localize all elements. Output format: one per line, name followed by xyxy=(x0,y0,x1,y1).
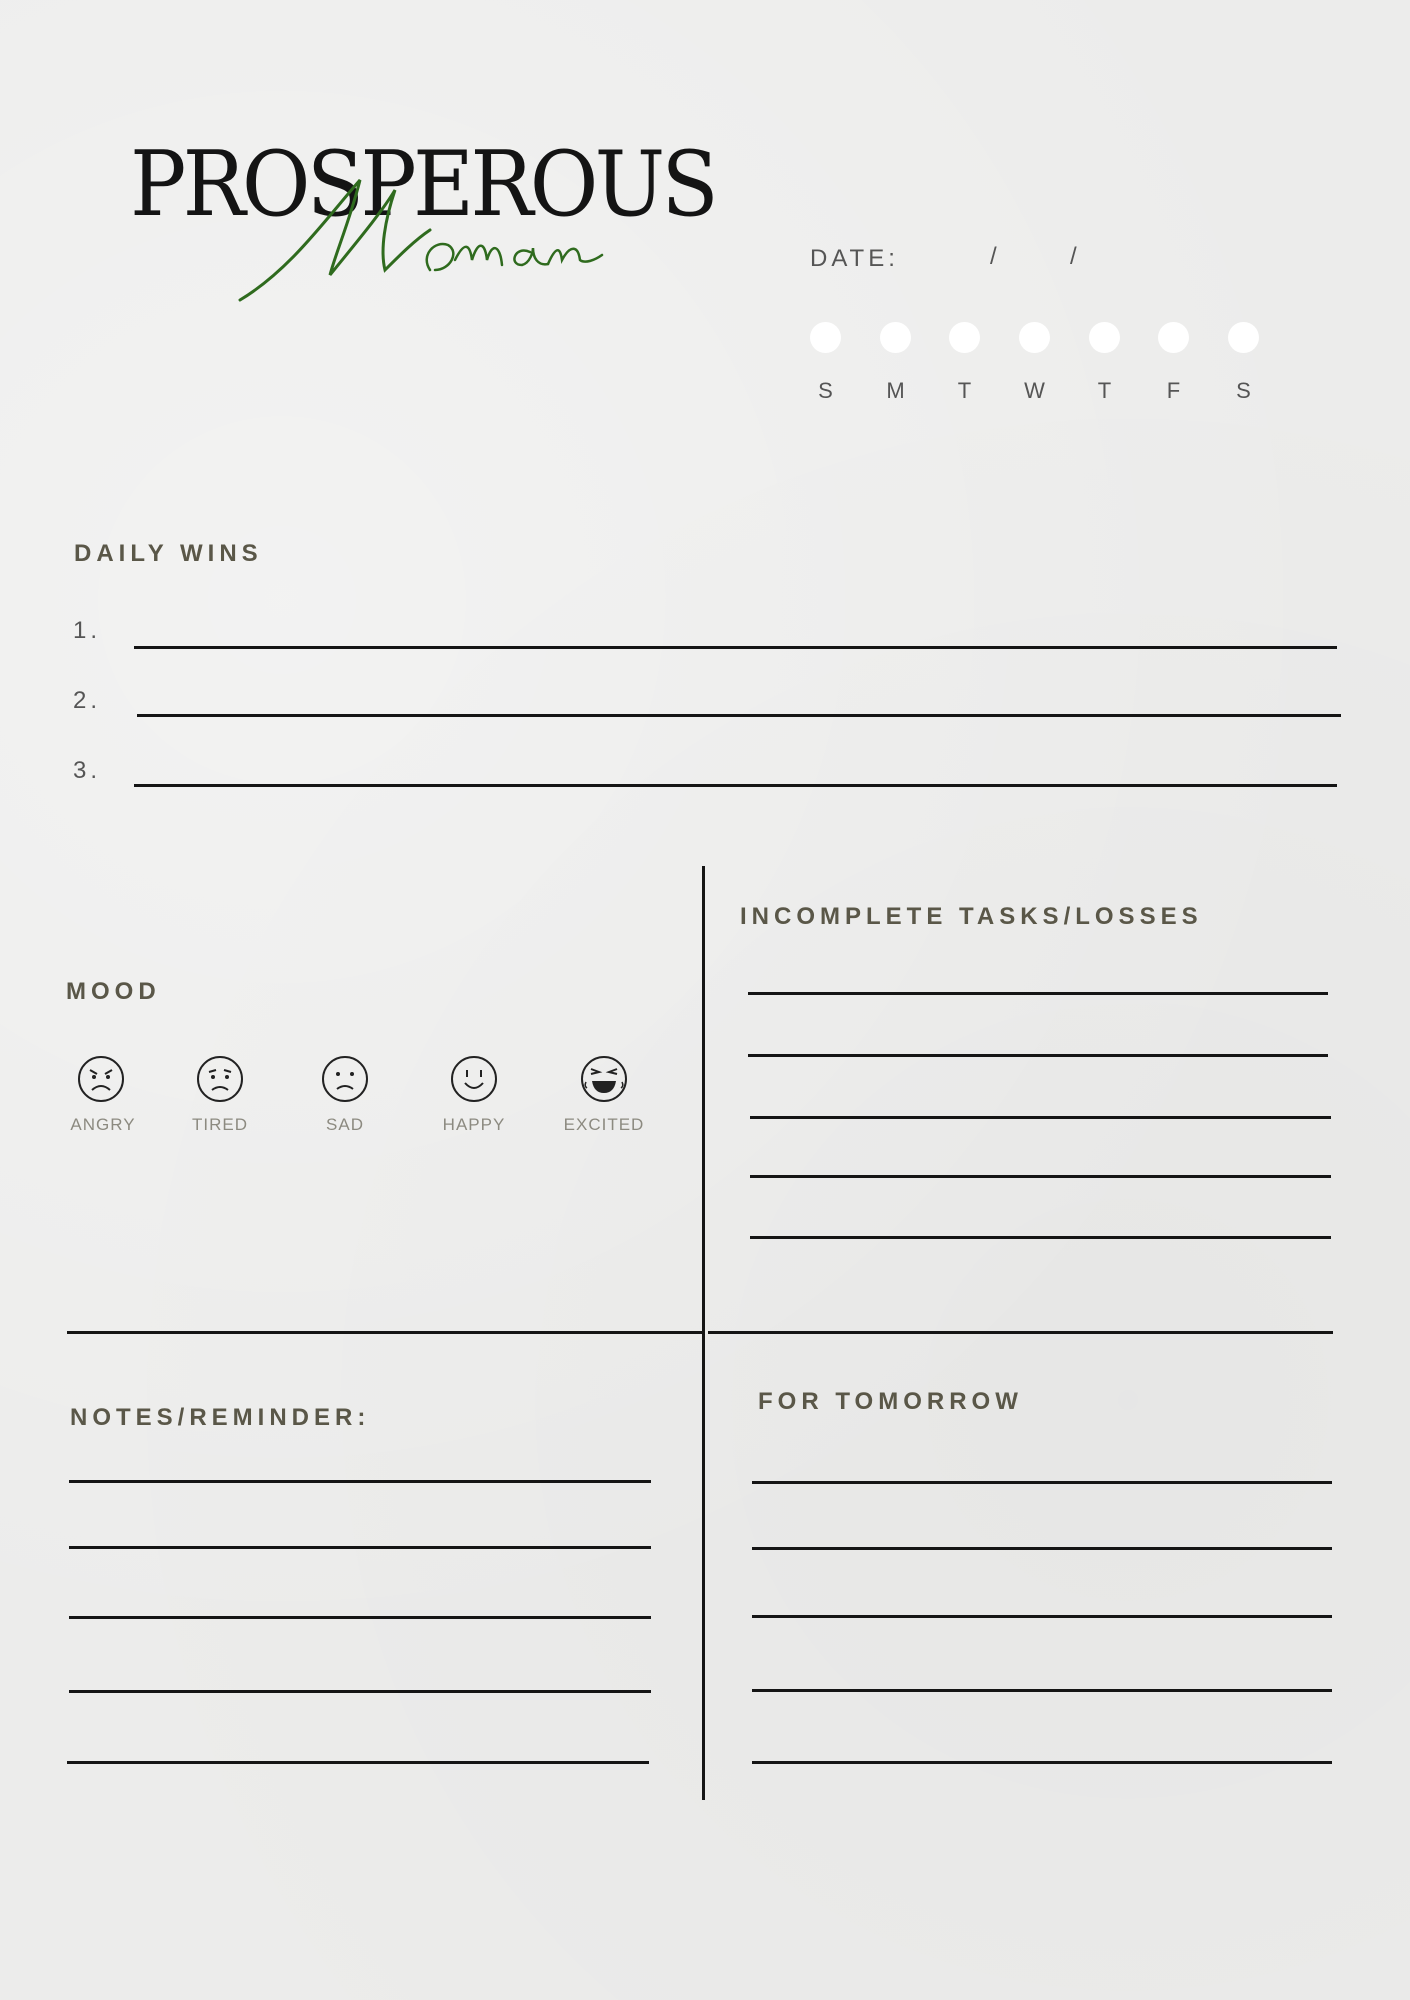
notes-line-2[interactable] xyxy=(69,1546,651,1549)
day-label: M xyxy=(886,378,905,403)
day-checkbox-sunday[interactable] xyxy=(810,322,841,353)
tomorrow-line-5[interactable] xyxy=(752,1761,1332,1764)
angry-face-icon[interactable] xyxy=(77,1055,125,1103)
notes-heading: NOTES/REMINDER: xyxy=(70,1404,371,1431)
incomplete-tasks-heading: INCOMPLETE TASKS/LOSSES xyxy=(740,903,1203,930)
date-label: DATE: xyxy=(810,245,899,272)
daily-win-line-1[interactable] xyxy=(134,646,1337,649)
incomplete-task-line-4[interactable] xyxy=(750,1175,1331,1178)
incomplete-task-line-1[interactable] xyxy=(748,992,1328,995)
excited-face-icon[interactable] xyxy=(580,1055,628,1103)
day-checkbox-monday[interactable] xyxy=(880,322,911,353)
day-label: W xyxy=(1024,378,1045,403)
day-label: T xyxy=(957,378,972,403)
day-checkbox-saturday[interactable] xyxy=(1228,322,1259,353)
date-separator: / xyxy=(990,243,997,270)
daily-win-number: 3. xyxy=(73,757,102,784)
notes-line-1[interactable] xyxy=(69,1480,651,1483)
tomorrow-line-4[interactable] xyxy=(752,1689,1332,1692)
incomplete-task-line-2[interactable] xyxy=(748,1054,1328,1057)
mood-label-sad: SAD xyxy=(326,1115,364,1134)
day-label: S xyxy=(1236,378,1251,403)
day-checkbox-tuesday[interactable] xyxy=(949,322,980,353)
notes-line-4[interactable] xyxy=(69,1690,651,1693)
mood-heading: MOOD xyxy=(66,978,161,1005)
sad-face-icon[interactable] xyxy=(321,1055,369,1103)
title-prosperous: PROSPEROUS xyxy=(130,132,716,237)
mood-label-tired: TIRED xyxy=(192,1115,248,1134)
mood-label-angry: ANGRY xyxy=(70,1115,136,1134)
horizontal-divider-right xyxy=(708,1331,1333,1334)
notes-line-3[interactable] xyxy=(69,1616,651,1619)
daily-win-number: 2. xyxy=(73,687,102,714)
title-script-woman xyxy=(230,160,610,310)
incomplete-task-line-5[interactable] xyxy=(750,1236,1331,1239)
day-checkbox-thursday[interactable] xyxy=(1089,322,1120,353)
tomorrow-line-3[interactable] xyxy=(752,1615,1332,1618)
day-label: F xyxy=(1166,378,1181,403)
day-label: S xyxy=(818,378,833,403)
tired-face-icon[interactable] xyxy=(196,1055,244,1103)
for-tomorrow-heading: FOR TOMORROW xyxy=(758,1388,1023,1415)
notes-line-5[interactable] xyxy=(67,1761,649,1764)
happy-face-icon[interactable] xyxy=(450,1055,498,1103)
date-separator: / xyxy=(1070,243,1077,270)
daily-win-line-2[interactable] xyxy=(137,714,1341,717)
daily-win-number: 1. xyxy=(73,617,102,644)
tomorrow-line-1[interactable] xyxy=(752,1481,1332,1484)
mood-label-excited: EXCITED xyxy=(563,1115,645,1134)
day-checkbox-friday[interactable] xyxy=(1158,322,1189,353)
daily-wins-heading: DAILY WINS xyxy=(74,540,263,567)
horizontal-divider-left xyxy=(67,1331,703,1334)
day-label: T xyxy=(1097,378,1112,403)
daily-win-line-3[interactable] xyxy=(134,784,1337,787)
tomorrow-line-2[interactable] xyxy=(752,1547,1332,1550)
day-checkbox-wednesday[interactable] xyxy=(1019,322,1050,353)
mood-label-happy: HAPPY xyxy=(442,1115,506,1134)
incomplete-task-line-3[interactable] xyxy=(750,1116,1331,1119)
